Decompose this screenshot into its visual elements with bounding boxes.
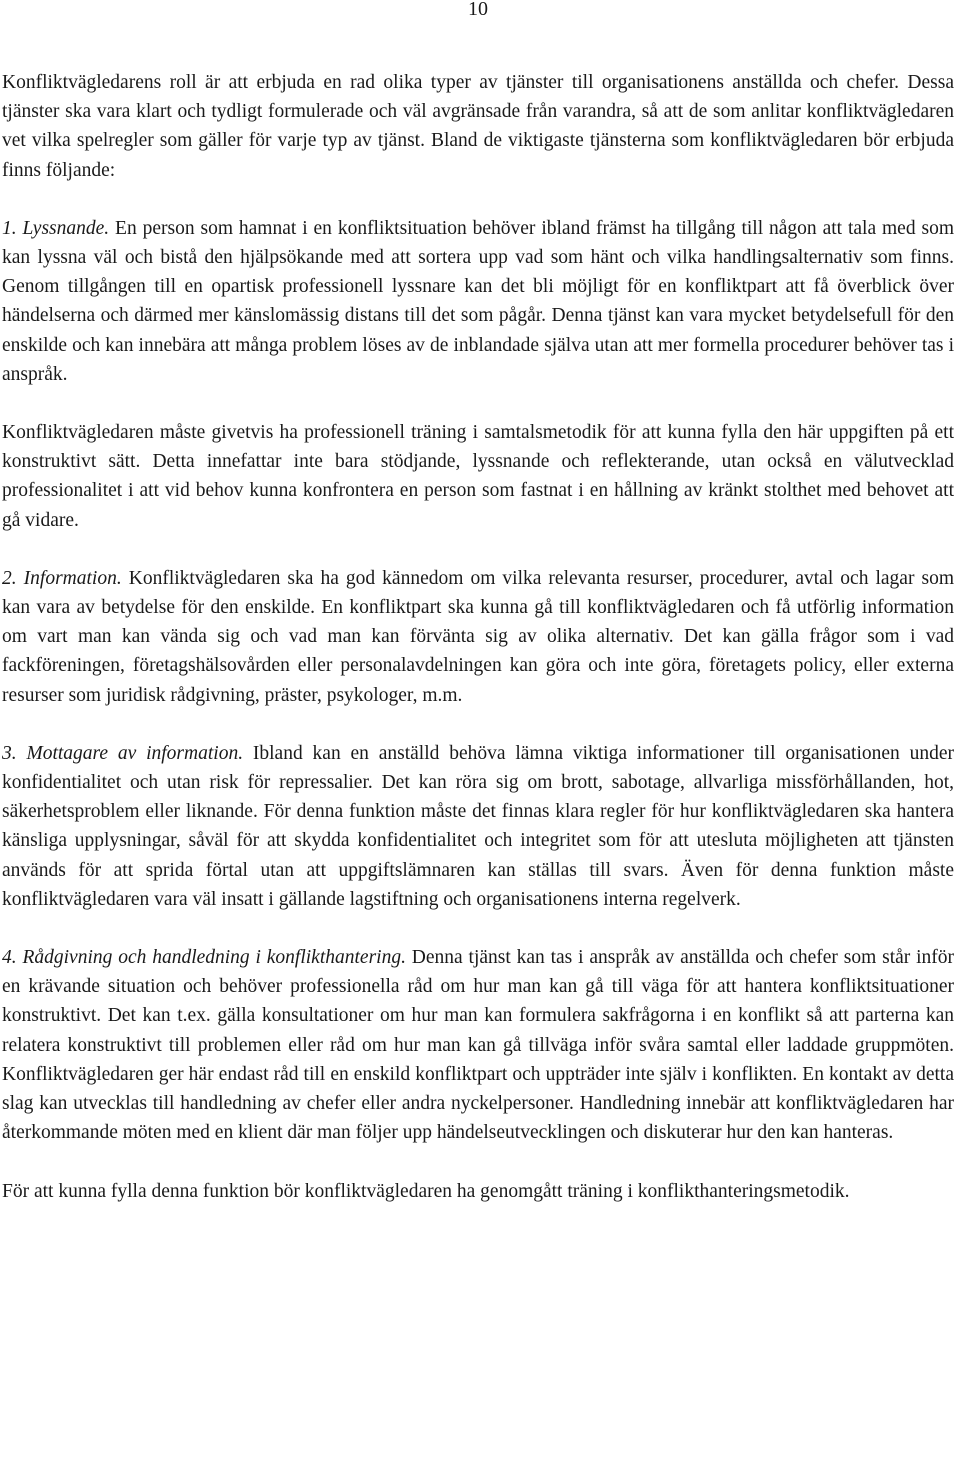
paragraph-intro — [2, 68, 954, 185]
paragraph-closing — [2, 1177, 954, 1206]
paragraph-text: Ibland kan en anställd behöva lämna viktiga informationer till organisationen under konfidentialitet och utan risk för repressalier. Det kan röra sig om brott, sabotage, allvarliga missförhållanden, hot, säkerhetsproblem eller liknande. För denna funktion måste det finnas klara regler för hur konfliktvägledaren ska hantera känsliga upplysningar, såväl för att skydda konfidentialitet och integritet som för att utesluta möjligheten att tjänsten används för att sprida förtal utan att uppgiftslämnaren kan ställas till svars. Även för denna funktion måste konfliktvägledaren vara väl insatt i gällande lagstiftning och organisationens interna regelverk. — [2, 742, 954, 910]
paragraph-text: Denna tjänst kan tas i anspråk av anställda och chefer som står inför en krävande situation och behöver professionella råd om hur man kan gå till väga för att hantera konfliktsituationer konstruktivt. Det kan t.ex. gälla konsultationer om hur man kan formulera sakfrågorna i en konflikt så att parterna kan relatera konstruktivt till problemen eller råd om hur man kan gå tillväga inför svåra samtal eller laddade gruppmöten. Konfliktvägledaren ger här endast råd till en enskild konfliktpart och uppträder inte själv i konflikten. En kontakt av detta slag kan utvecklas till handledning av chefer eller andra nyckelpersoner. Handledning innebär att konfliktvägledaren har återkommande möten med en klient där man följer upp händelseutvecklingen och diskuterar hur den kan hanteras. — [2, 947, 954, 1144]
item-heading-recipient: 3. Mottagare av information. — [2, 742, 244, 764]
paragraph-text: Konfliktvägledaren ska ha god kännedom om vilka relevanta resurser, procedurer, avtal och lagar som kan vara av betydelse för den enskilde. En konfliktpart ska kunna gå till konfliktvägledaren och få utförlig information om vart man kan vända sig och vad man kan förvänta sig av olika alternativ. Det kan gälla frågor som i vad fackföreningen, företagshälsovården eller personalavdelningen kan göra och inte göra, företagets policy, eller externa resurser som juridisk rådgivning, präster, psykologer, m.m. — [2, 567, 954, 706]
paragraph-text: Konfliktvägledarens roll är att erbjuda en rad olika typer av tjänster till organisationens anställda och chefer. Dessa tjänster ska vara klart och tydligt formulerade och väl avgränsade från varandra, så att de som anlitar konfliktvägledaren vet vilka spelregler som gäller för varje typ av tjänst. Bland de viktigaste tjänsterna som konfliktvägledaren bör erbjuda finns följande: — [2, 72, 954, 181]
paragraph-text: För att kunna fylla denna funktion bör konfliktvägledaren ha genomgått träning i konflikthanteringsmetodik. — [2, 1180, 850, 1202]
item-heading-counselling: 4. Rådgivning och handledning i konflikthantering. — [2, 947, 406, 969]
paragraph-item-recipient — [2, 739, 954, 914]
paragraph-training — [2, 418, 954, 535]
paragraph-text: Konfliktvägledaren måste givetvis ha professionell träning i samtalsmetodik för att kunna fylla den här uppgiften på ett konstruktivt sätt. Detta innefattar inte bara stödjande, lyssnande och reflekterande, utan också en välutvecklad professionalitet i att vid behov kunna konfrontera en person som fastnat i en hållning av kränkt stolthet med behovet att gå vidare. — [2, 422, 954, 531]
paragraph-item-information — [2, 564, 954, 710]
body-text — [2, 68, 954, 1206]
item-heading-listening: 1. Lyssnande. — [2, 217, 110, 239]
item-heading-information: 2. Information. — [2, 567, 122, 589]
paragraph-text: En person som hamnat i en konfliktsituation behöver ibland främst ha tillgång till någon att tala med som kan lyssna väl och bistå den hjälpsökande med att sortera upp vad som hänt och vilka handlingsalternativ som finns. Genom tillgången till en opartisk professionell lyssnare kan det bli möjligt för en konfliktpart att få överblick över händelserna och därmed mer känslomässig distans till det som pågår. Denna tjänst kan vara mycket betydelsefull för den enskilde och kan innebära att många problem löses av de inblandade själva utan att mer formella procedurer behöver tas i anspråk. — [2, 217, 954, 385]
paragraph-item-counselling — [2, 943, 954, 1147]
paragraph-item-listening — [2, 214, 954, 389]
page-number: 10 — [468, 0, 488, 20]
